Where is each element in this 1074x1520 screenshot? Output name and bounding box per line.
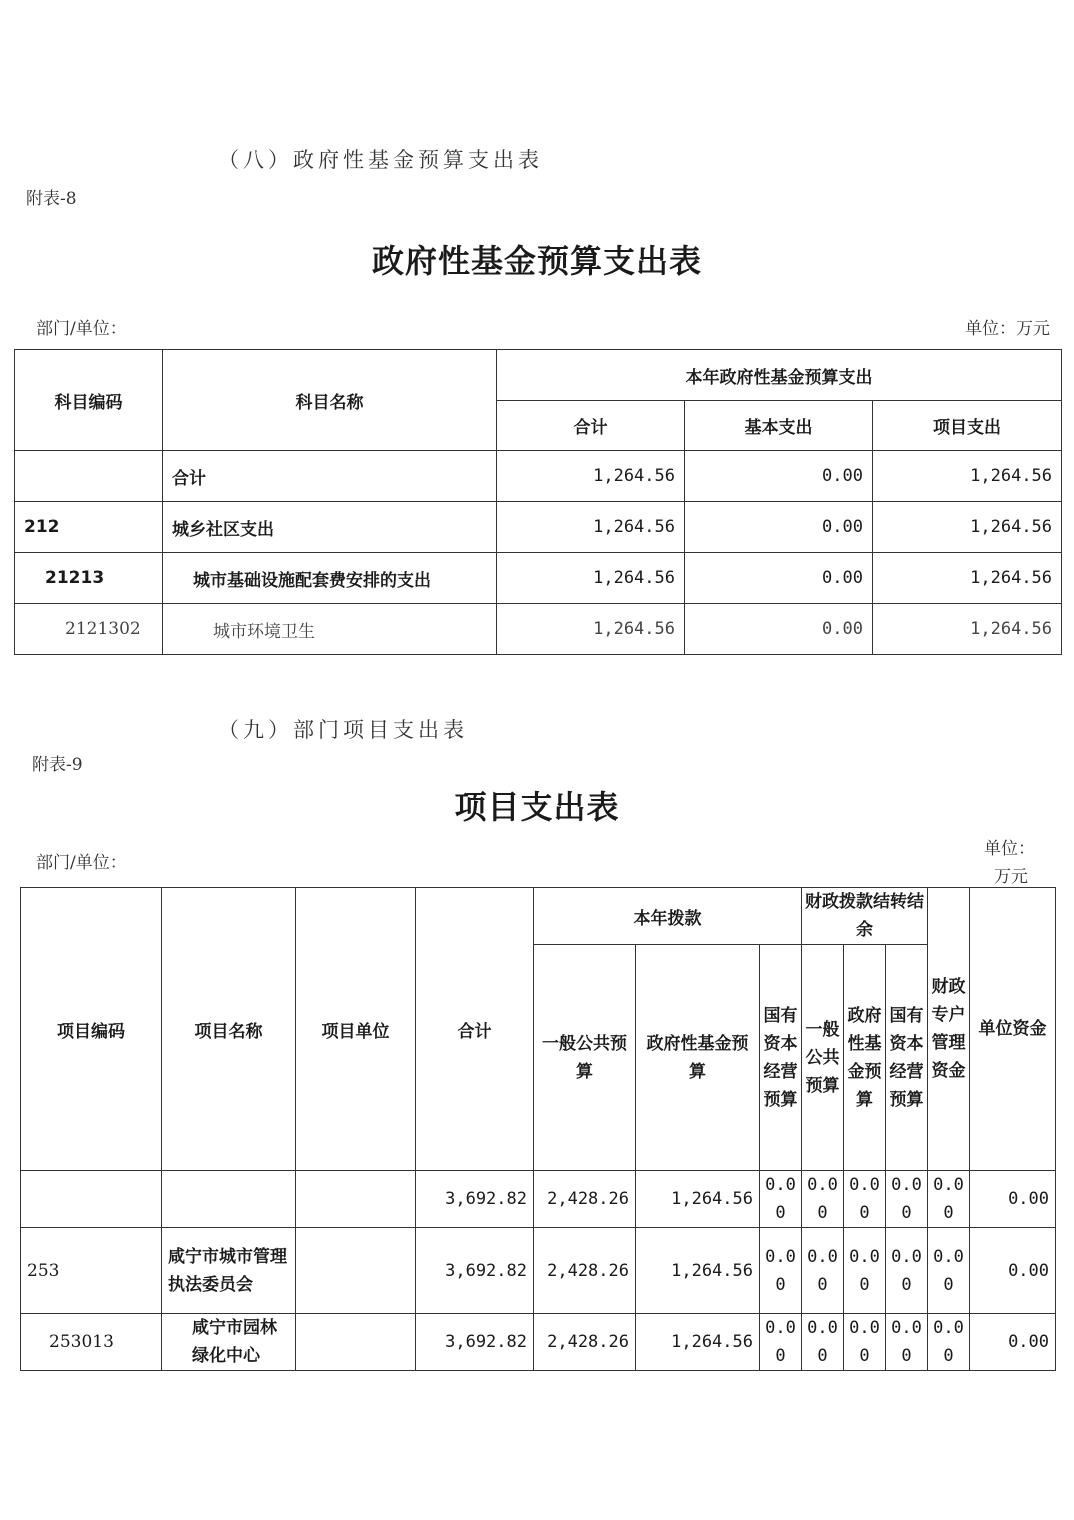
section9-unit-label-1: 单位： [984, 839, 1035, 859]
cell-project: 1,264.56 [873, 604, 1062, 655]
cell-basic: 0.00 [685, 451, 873, 502]
table-row [15, 553, 1062, 604]
cell-project: 1,264.56 [873, 553, 1062, 604]
table-row [15, 451, 1062, 502]
cell-unit [296, 1314, 416, 1371]
cell-basic: 0.00 [685, 553, 873, 604]
cell-own-funds: 0.00 [970, 1228, 1056, 1314]
cell-code: 253 [21, 1228, 162, 1314]
header-current-year-appropriation: 本年拨款 [534, 888, 802, 945]
cell-carry-general: 0.00 [802, 1171, 844, 1228]
cell-total: 1,264.56 [497, 451, 685, 502]
header-carry-fund-budget: 政府性基金预算 [844, 945, 886, 1171]
cell-basic: 0.00 [685, 502, 873, 553]
cell-code: 2121302 [15, 604, 163, 655]
cell-carry-state: 0.00 [886, 1171, 928, 1228]
section8-dept-label: 部门/单位： [36, 319, 127, 339]
table-row [15, 604, 1062, 655]
government-fund-expenditure-table [14, 349, 1062, 655]
section9-unit-label-2: 万元 [994, 867, 1028, 887]
section9-heading: （九）部门项目支出表 [218, 718, 468, 742]
header-project-code: 项目编码 [21, 888, 162, 1171]
cell-state-capital: 0.00 [760, 1171, 802, 1228]
cell-total: 3,692.82 [416, 1171, 534, 1228]
cell-code [21, 1171, 162, 1228]
header-state-capital-budget: 国有资本经营预算 [760, 945, 802, 1171]
cell-carry-fund: 0.00 [844, 1228, 886, 1314]
table-row [21, 1314, 1056, 1371]
header-fund-budget: 政府性基金预算 [636, 945, 760, 1171]
table-row [21, 1228, 1056, 1314]
cell-special-account: 0.00 [928, 1314, 970, 1371]
header-special-account: 财政专户管理资金 [928, 888, 970, 1171]
cell-carry-fund: 0.00 [844, 1171, 886, 1228]
header-own-funds: 单位资金 [970, 888, 1056, 1171]
cell-code: 212 [15, 502, 163, 553]
section8-heading: （八）政府性基金预算支出表 [218, 148, 543, 172]
cell-unit [296, 1228, 416, 1314]
cell-general: 2,428.26 [534, 1228, 636, 1314]
cell-total: 1,264.56 [497, 553, 685, 604]
cell-carry-fund: 0.00 [844, 1314, 886, 1371]
cell-code: 253013 [21, 1314, 162, 1371]
project-expenditure-table [20, 887, 1056, 1371]
cell-name: 城市基础设施配套费安排的支出 [163, 553, 497, 604]
cell-own-funds: 0.00 [970, 1171, 1056, 1228]
header-project: 项目支出 [873, 401, 1062, 451]
table-row [15, 502, 1062, 553]
cell-carry-general: 0.00 [802, 1314, 844, 1371]
cell-general: 2,428.26 [534, 1314, 636, 1371]
cell-state-capital: 0.00 [760, 1314, 802, 1371]
section8-appendix: 附表-8 [26, 189, 77, 209]
header-subject-name: 科目名称 [163, 350, 497, 451]
cell-carry-state: 0.00 [886, 1314, 928, 1371]
cell-carry-state: 0.00 [886, 1228, 928, 1314]
header-project-name: 项目名称 [162, 888, 296, 1171]
header-subject-code: 科目编码 [15, 350, 163, 451]
header-current-year-fund: 本年政府性基金预算支出 [497, 350, 1062, 401]
cell-total: 1,264.56 [497, 604, 685, 655]
cell-total: 1,264.56 [497, 502, 685, 553]
cell-name: 合计 [163, 451, 497, 502]
cell-state-capital: 0.00 [760, 1228, 802, 1314]
cell-code [15, 451, 163, 502]
cell-carry-general: 0.00 [802, 1228, 844, 1314]
section8-title: 政府性基金预算支出表 [371, 242, 702, 280]
cell-fund: 1,264.56 [636, 1314, 760, 1371]
cell-unit [296, 1171, 416, 1228]
cell-name: 城市环境卫生 [163, 604, 497, 655]
header-total: 合计 [497, 401, 685, 451]
cell-name: 咸宁市城市管理执法委员会 [162, 1228, 296, 1314]
cell-name [162, 1171, 296, 1228]
cell-basic: 0.00 [685, 604, 873, 655]
cell-own-funds: 0.00 [970, 1314, 1056, 1371]
cell-project: 1,264.56 [873, 451, 1062, 502]
header-project-unit: 项目单位 [296, 888, 416, 1171]
cell-fund: 1,264.56 [636, 1228, 760, 1314]
header-total: 合计 [416, 888, 534, 1171]
section9-title: 项目支出表 [454, 788, 620, 826]
header-basic: 基本支出 [685, 401, 873, 451]
header-general-budget: 一般公共预算 [534, 945, 636, 1171]
header-carry-state-capital-budget: 国有资本经营预算 [886, 945, 928, 1171]
table-row [21, 1171, 1056, 1228]
cell-code: 21213 [15, 553, 163, 604]
cell-fund: 1,264.56 [636, 1171, 760, 1228]
section8-unit-label: 单位：万元 [965, 319, 1050, 339]
cell-project: 1,264.56 [873, 502, 1062, 553]
cell-name: 城乡社区支出 [163, 502, 497, 553]
header-carryover: 财政拨款结转结余 [802, 888, 928, 945]
cell-name: 咸宁市园林绿化中心 [162, 1314, 296, 1371]
section9-appendix: 附表-9 [32, 755, 83, 775]
cell-total: 3,692.82 [416, 1228, 534, 1314]
cell-general: 2,428.26 [534, 1171, 636, 1228]
header-carry-general-budget: 一般公共预算 [802, 945, 844, 1171]
cell-special-account: 0.00 [928, 1228, 970, 1314]
section9-dept-label: 部门/单位： [36, 853, 127, 873]
cell-total: 3,692.82 [416, 1314, 534, 1371]
cell-special-account: 0.00 [928, 1171, 970, 1228]
